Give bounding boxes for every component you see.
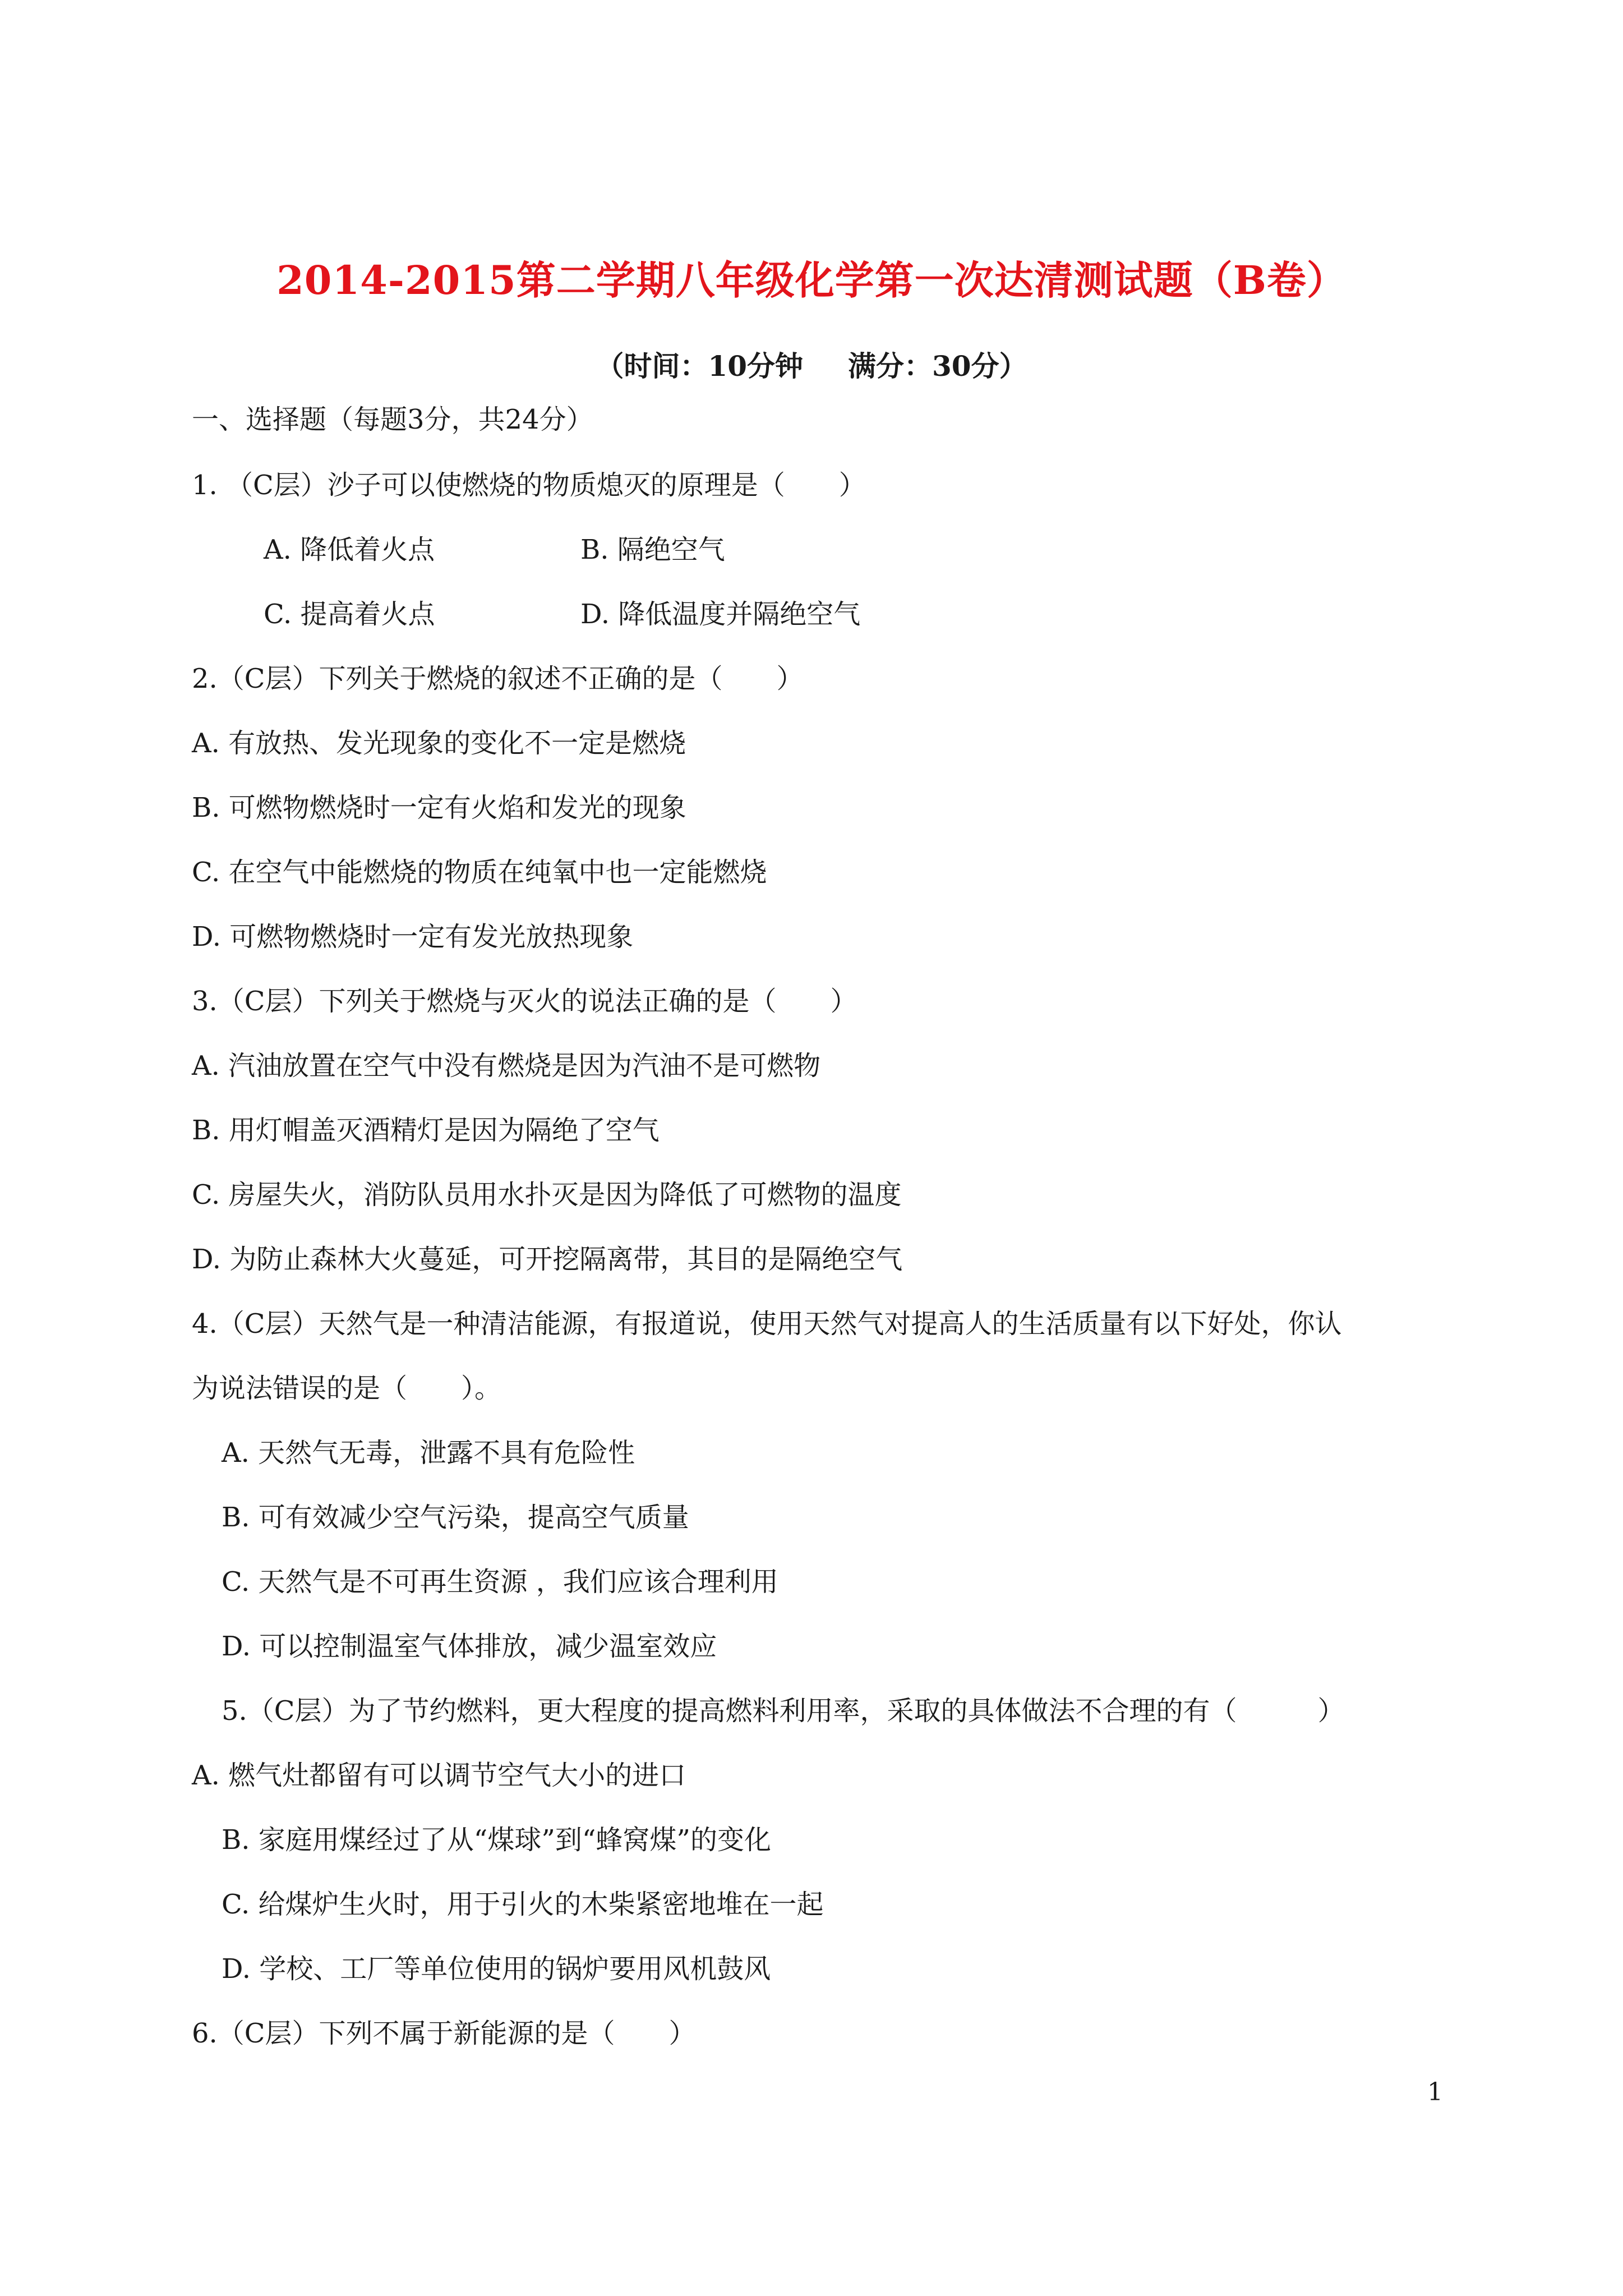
- question-1-option-b: B. 隔绝空气: [580, 534, 725, 565]
- exam-score: 满分：30分）: [848, 349, 1027, 383]
- question-5-stem: 5.（C层）为了节约燃料，更大程度的提高燃料利用率，采取的具体做法不合理的有（ ）: [222, 1695, 1345, 1727]
- question-4-stem-line-1: 4.（C层）天然气是一种清洁能源，有报道说，使用天然气对提高人的生活质量有以下好处，你认: [192, 1308, 1342, 1340]
- page-title: 2014-2015第二学期八年级化学第一次达清测试题（B卷）: [276, 257, 1347, 303]
- question-1-stem: 1. （C层）沙子可以使燃烧的物质熄灭的原理是（ ）: [192, 470, 866, 501]
- page-number: 1: [1427, 2078, 1443, 2106]
- question-3-option-b: B. 用灯帽盖灭酒精灯是因为隔绝了空气: [192, 1115, 660, 1146]
- question-3-option-a: A. 汽油放置在空气中没有燃烧是因为汽油不是可燃物: [192, 1050, 821, 1082]
- question-1-option-c: C. 提高着火点: [264, 599, 435, 630]
- question-4-stem-line-2: 为说法错误的是（ ）。: [192, 1373, 502, 1404]
- question-5-option-d: D. 学校、工厂等单位使用的锅炉要用风机鼓风: [222, 1953, 771, 1985]
- question-3-option-c: C. 房屋失火，消防队员用水扑灭是因为降低了可燃物的温度: [192, 1179, 902, 1211]
- question-1-option-a: A. 降低着火点: [264, 534, 435, 565]
- question-5-option-a: A. 燃气灶都留有可以调节空气大小的进口: [192, 1760, 686, 1791]
- question-3-option-d: D. 为防止森林大火蔓延，可开挖隔离带，其目的是隔绝空气: [192, 1244, 903, 1275]
- question-1-option-d: D. 降低温度并隔绝空气: [580, 599, 861, 630]
- question-5-option-b: B. 家庭用煤经过了从“煤球”到“蜂窝煤”的变化: [222, 1824, 771, 1856]
- question-3-stem: 3.（C层）下列关于燃烧与灭火的说法正确的是（ ）: [192, 986, 857, 1017]
- question-4-option-c: C. 天然气是不可再生资源 ，我们应该合理利用: [222, 1566, 778, 1598]
- exam-time: （时间：10分钟: [596, 349, 803, 383]
- question-2-option-d: D. 可燃物燃烧时一定有发光放热现象: [192, 921, 634, 953]
- question-4-option-a: A. 天然气无毒，泄露不具有危险性: [222, 1437, 635, 1469]
- question-2-stem: 2.（C层）下列关于燃烧的叙述不正确的是（ ）: [192, 663, 804, 694]
- exam-info: [0, 347, 1623, 386]
- question-2-option-b: B. 可燃物燃烧时一定有火焰和发光的现象: [192, 792, 686, 823]
- question-2-option-c: C. 在空气中能燃烧的物质在纯氧中也一定能燃烧: [192, 857, 767, 888]
- section-heading: 一、选择题（每题3分，共24分）: [192, 404, 593, 435]
- question-4-option-d: D. 可以控制温室气体排放，减少温室效应: [222, 1631, 717, 1662]
- question-5-option-c: C. 给煤炉生火时，用于引火的木柴紧密地堆在一起: [222, 1889, 824, 1920]
- question-6-stem: 6.（C层）下列不属于新能源的是（ ）: [192, 2018, 696, 2049]
- question-4-option-b: B. 可有效减少空气污染，提高空气质量: [222, 1502, 689, 1533]
- question-2-option-a: A. 有放热、发光现象的变化不一定是燃烧: [192, 728, 686, 759]
